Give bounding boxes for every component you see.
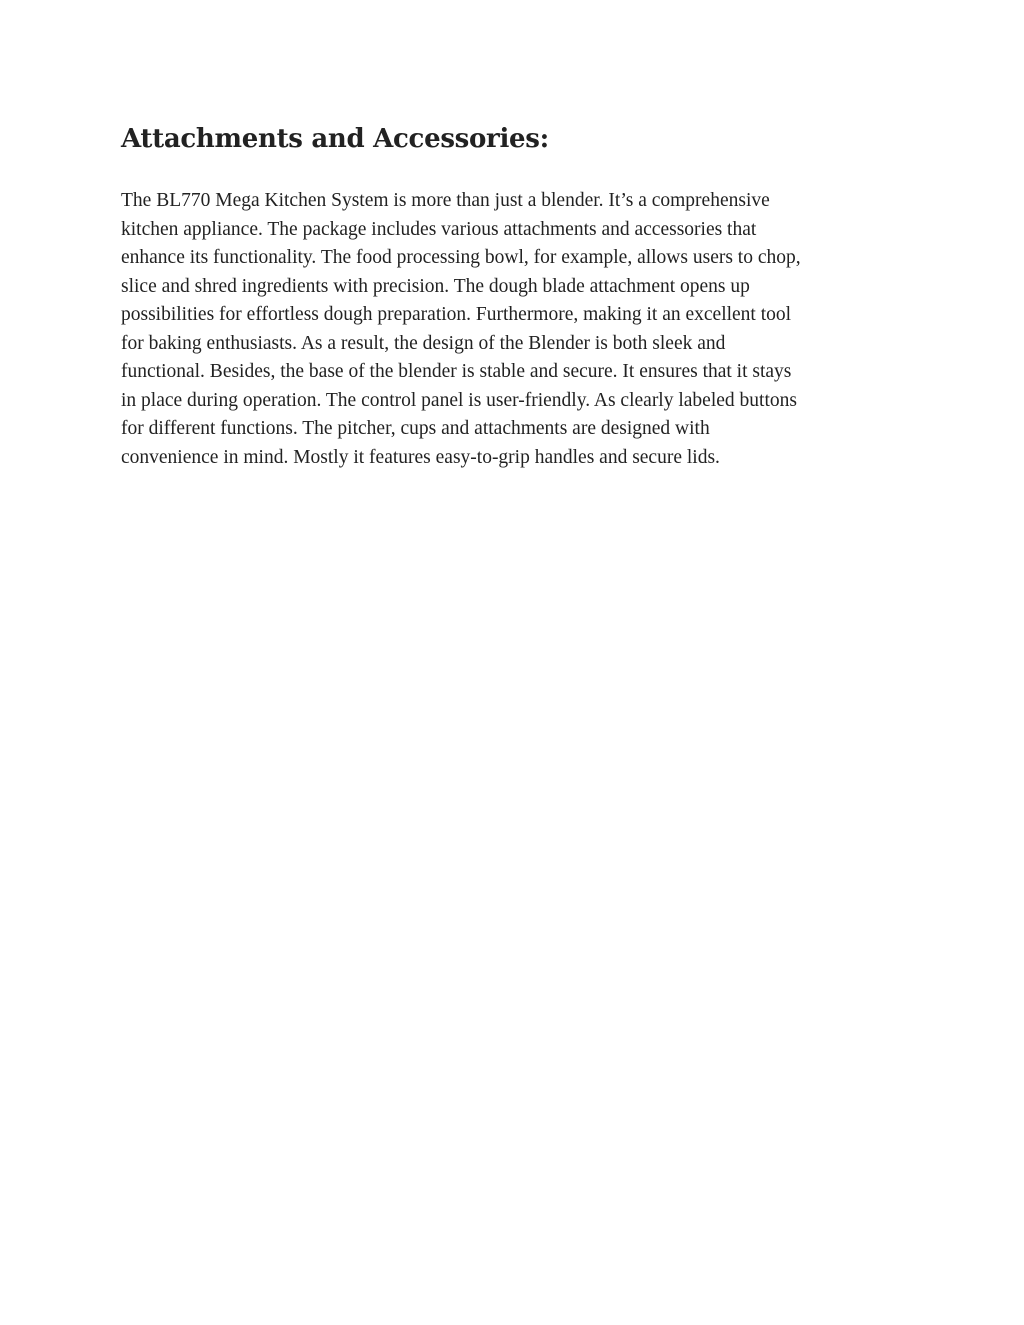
paragraph-line: in place during operation. The control panel is user-friendly. As clearly labeled buttons <box>121 389 797 411</box>
section-heading: Attachments and Accessories: <box>121 124 549 154</box>
paragraph-line: slice and shred ingredients with precision. The dough blade attachment opens up <box>121 275 750 297</box>
paragraph-line: functional. Besides, the base of the blender is stable and secure. It ensures that it stays <box>121 361 792 382</box>
paragraph-line: for different functions. The pitcher, cups and attachments are designed with <box>121 418 710 439</box>
paragraph-line: The BL770 Mega Kitchen System is more than just a blender. It’s a comprehensive <box>121 190 770 211</box>
document-content <box>121 118 911 472</box>
body-paragraph <box>121 187 911 472</box>
paragraph-line: possibilities for effortless dough preparation. Furthermore, making it an excellent tool <box>121 304 792 325</box>
paragraph-line: for baking enthusiasts. As a result, the design of the Blender is both sleek and <box>121 332 726 354</box>
paragraph-line: enhance its functionality. The food processing bowl, for example, allows users to chop, <box>121 247 801 268</box>
paragraph-line: convenience in mind. Mostly it features easy-to-grip handles and secure lids. <box>121 446 720 468</box>
paragraph-line: kitchen appliance. The package includes various attachments and accessories that <box>121 218 757 240</box>
